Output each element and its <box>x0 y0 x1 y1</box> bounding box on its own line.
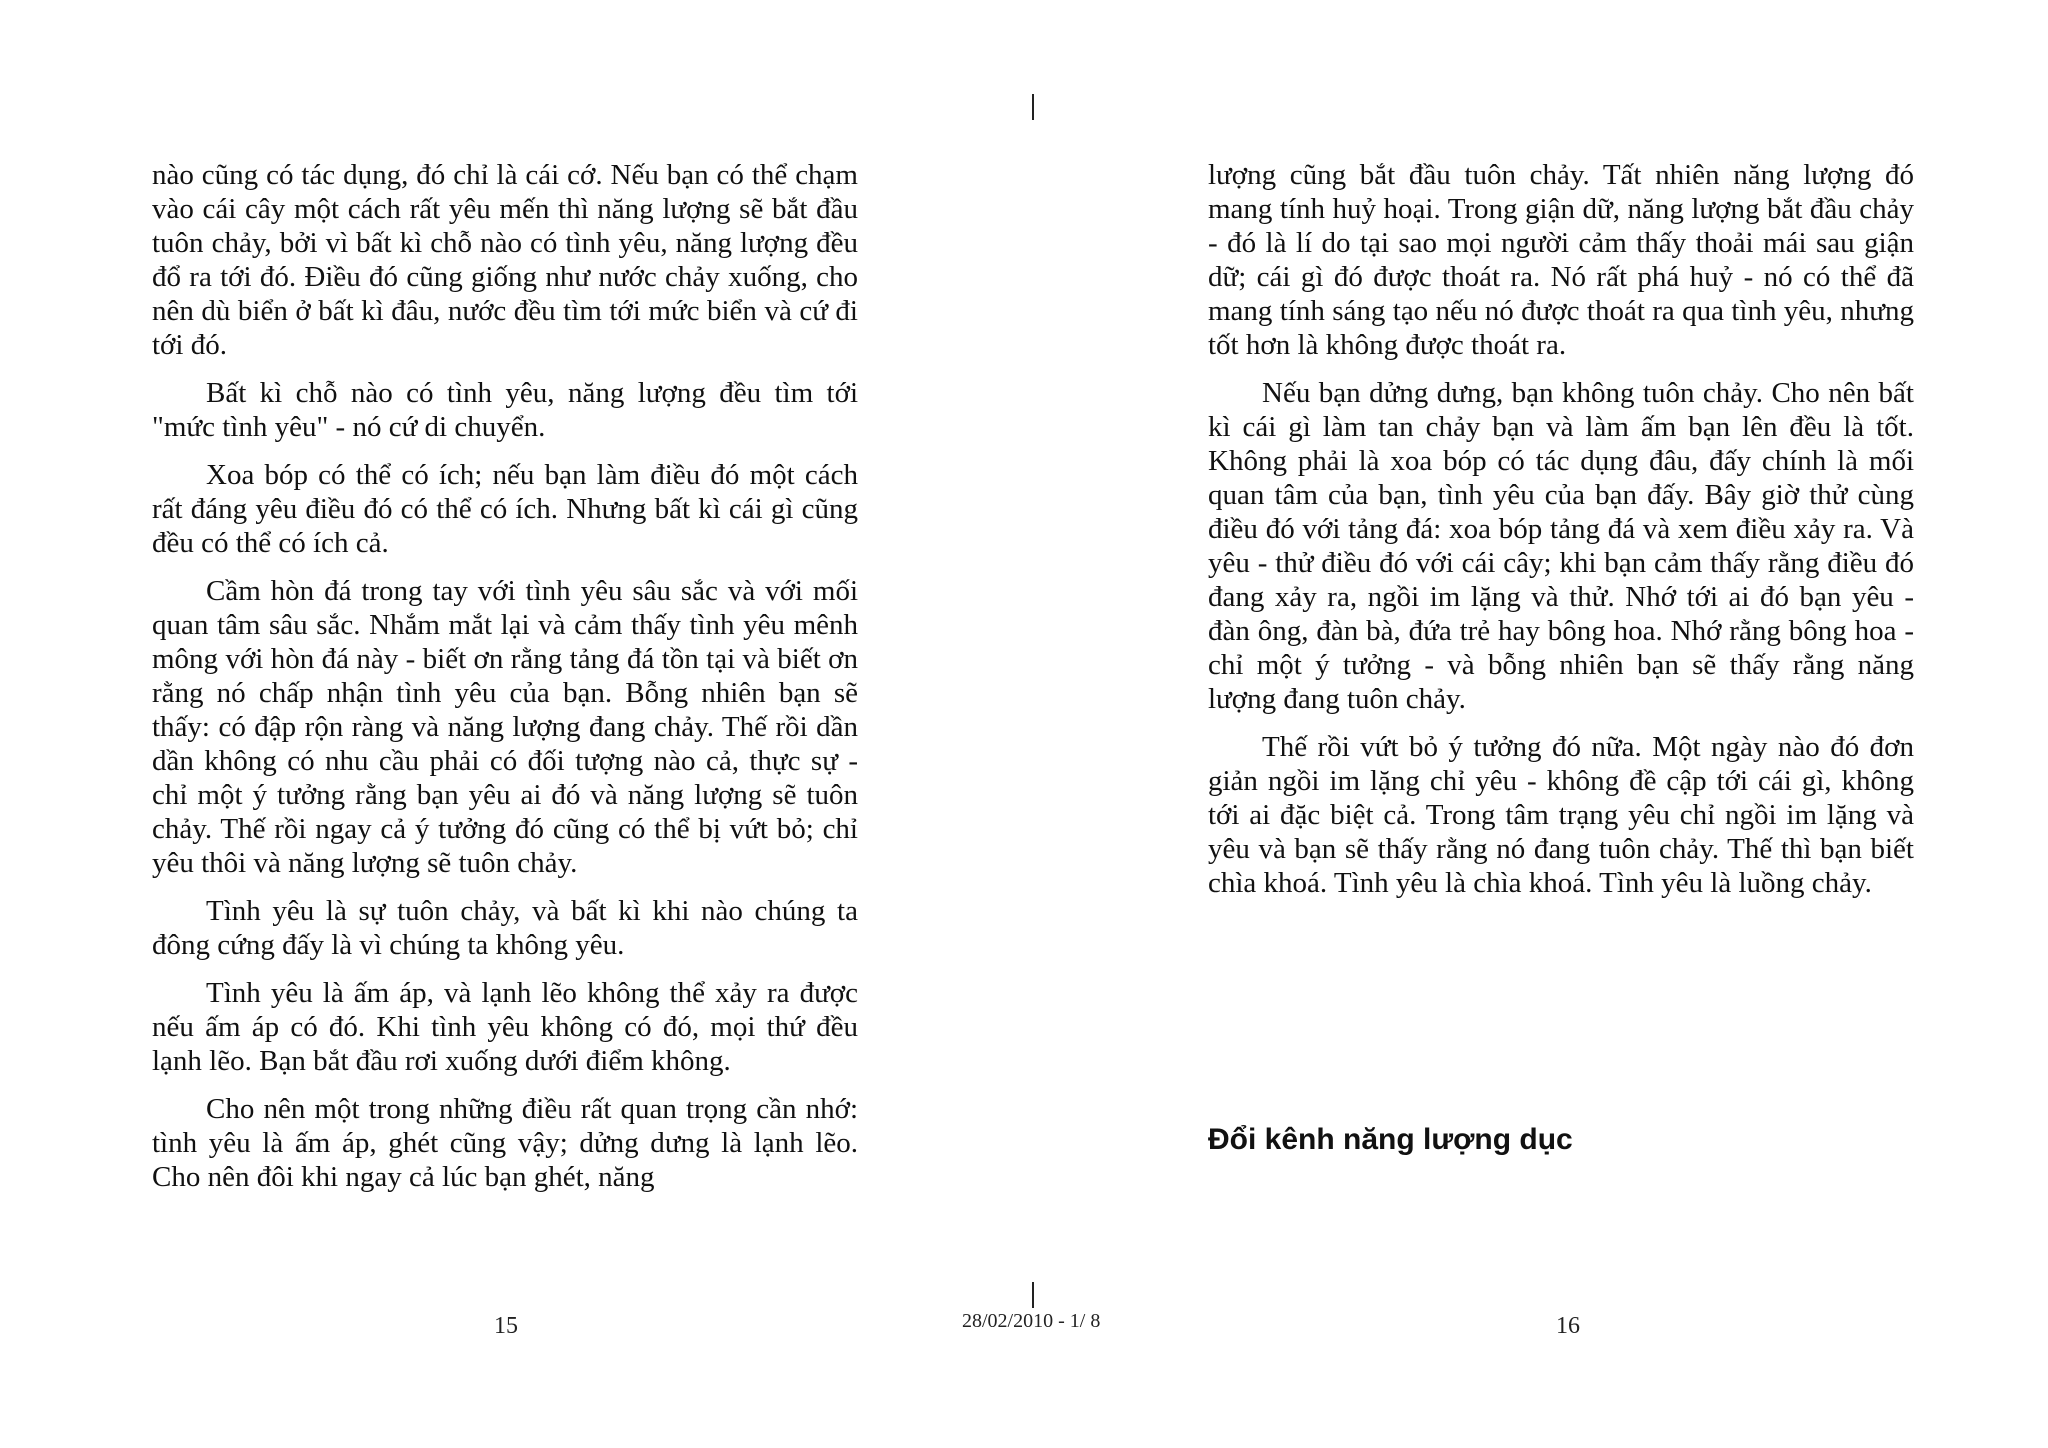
left-paragraph-4: Cầm hòn đá trong tay với tình yêu sâu sắc và với mối quan tâm sâu sắc. Nhắm mắt lại và cảm thấy tình yêu mênh mông với hòn đá này - biết ơn rằng tảng đá tồn tại và biết ơn rằng nó chấp nhận tình yêu của bạn. Bỗng nhiên bạn sẽ thấy: có đập rộn ràng và năng lượng đang chảy. Thế rồi dần dần không có nhu cầu phải có đối tượng nào cả, thực sự - chỉ một ý tưởng rằng bạn yêu ai đó và năng lượng sẽ tuôn chảy. Thế rồi ngay cả ý tưởng đó cũng có thể bị vứt bỏ; chỉ yêu thôi và năng lượng sẽ tuôn chảy. <box>152 575 858 879</box>
left-paragraph-2: Bất kì chỗ nào có tình yêu, năng lượng đều tìm tới "mức tình yêu" - nó cứ di chuyển. <box>152 377 858 443</box>
center-fold-mark-bottom <box>1032 1282 1034 1308</box>
footer-date-page: 28/02/2010 - 1/ 8 <box>962 1310 1101 1332</box>
right-page-text <box>1208 158 1914 914</box>
left-paragraph-7: Cho nên một trong những điều rất quan trọng cần nhớ: tình yêu là ấm áp, ghét cũng vậy; dửng dưng là lạnh lẽo. Cho nên đôi khi ngay cả lúc bạn ghét, năng <box>152 1093 858 1193</box>
section-heading: Đổi kênh năng lượng dục <box>1208 1123 1573 1156</box>
left-paragraph-3: Xoa bóp có thể có ích; nếu bạn làm điều đó một cách rất đáng yêu điều đó có thể có ích. Nhưng bất kì cái gì cũng đều có thể có ích cả. <box>152 459 858 559</box>
right-paragraph-2: Nếu bạn dửng dưng, bạn không tuôn chảy. Cho nên bất kì cái gì làm tan chảy bạn và làm ấm bạn lên đều là tốt. Không phải là xoa bóp có tác dụng đâu, đấy chính là mối quan tâm của bạn, tình yêu của bạn đấy. Bây giờ thử cùng điều đó với tảng đá: xoa bóp tảng đá và xem điều xảy ra. Và yêu - thử điều đó với cái cây; khi bạn cảm thấy rằng điều đó đang xảy ra, ngồi im lặng và thử. Nhớ tới ai đó bạn yêu - đàn ông, đàn bà, đứa trẻ hay bông hoa. Nhớ rằng bông hoa - chỉ một ý tưởng - và bỗng nhiên bạn sẽ thấy rằng năng lượng đang tuôn chảy. <box>1208 377 1914 715</box>
center-fold-mark-top <box>1032 94 1034 120</box>
right-paragraph-1: lượng cũng bắt đầu tuôn chảy. Tất nhiên năng lượng đó mang tính huỷ hoại. Trong giận dữ, năng lượng bắt đầu chảy - đó là lí do tại sao mọi người cảm thấy thoải mái sau giận dữ; cái gì đó được thoát ra. Nó rất phá huỷ - nó có thể đã mang tính sáng tạo nếu nó được thoát ra qua tình yêu, nhưng tốt hơn là không được thoát ra. <box>1208 159 1914 361</box>
left-paragraph-6: Tình yêu là ấm áp, và lạnh lẽo không thể xảy ra được nếu ấm áp có đó. Khi tình yêu không có đó, mọi thứ đều lạnh lẽo. Bạn bắt đầu rơi xuống dưới điểm không. <box>152 977 858 1077</box>
page-number-right: 16 <box>1556 1313 1580 1339</box>
page-number-left: 15 <box>494 1313 518 1339</box>
left-paragraph-1: nào cũng có tác dụng, đó chỉ là cái cớ. Nếu bạn có thể chạm vào cái cây một cách rất yêu mến thì năng lượng sẽ bắt đầu tuôn chảy, bởi vì bất kì chỗ nào có tình yêu, năng lượng đều đổ ra tới đó. Điều đó cũng giống như nước chảy xuống, cho nên dù biển ở bất kì đâu, nước đều tìm tới mức biển và cứ đi tới đó. <box>152 159 858 361</box>
left-page-text <box>152 158 858 1208</box>
right-paragraph-3: Thế rồi vứt bỏ ý tưởng đó nữa. Một ngày nào đó đơn giản ngồi im lặng chỉ yêu - không đề cập tới cái gì, không tới ai đặc biệt cả. Trong tâm trạng yêu chỉ ngồi im lặng và yêu và bạn sẽ thấy rằng nó đang tuôn chảy. Thế thì bạn biết chìa khoá. Tình yêu là chìa khoá. Tình yêu là luồng chảy. <box>1208 731 1914 899</box>
left-paragraph-5: Tình yêu là sự tuôn chảy, và bất kì khi nào chúng ta đông cứng đấy là vì chúng ta không yêu. <box>152 895 858 961</box>
